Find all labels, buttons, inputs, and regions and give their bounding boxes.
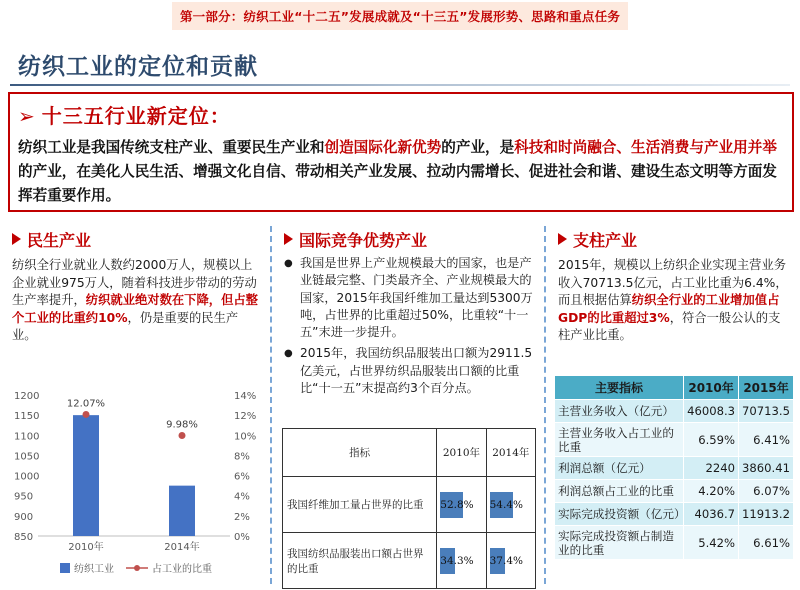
value-bar: 37.4% <box>490 548 506 574</box>
table-row <box>555 480 794 503</box>
competitive-heading <box>284 228 540 251</box>
table-cell: 46008.3 <box>684 400 739 423</box>
table-cell-bar <box>486 533 535 589</box>
table-header: 2014年 <box>486 429 535 477</box>
y-tick-label-right: 14% <box>234 391 257 402</box>
y-tick-label-left: 1050 <box>14 451 40 463</box>
table-header: 2010年 <box>437 429 486 477</box>
competitive-heading-text: 国际竞争优势产业 <box>299 231 428 250</box>
y-tick-label-right: 4% <box>234 491 250 503</box>
table-row <box>555 457 794 480</box>
data-label: 9.98% <box>166 419 198 431</box>
table-row <box>555 423 794 457</box>
triangle-bullet-icon <box>12 233 21 245</box>
pillar-text <box>558 257 792 345</box>
employment-chart <box>8 383 264 588</box>
y-tick-label-left: 850 <box>14 532 34 543</box>
column-divider-1 <box>270 226 272 584</box>
table-cell-bar <box>437 477 486 533</box>
page-title: 纺织工业的定位和贡献 <box>18 54 258 80</box>
value-bar: 34.3% <box>440 548 455 574</box>
pillar-section <box>558 228 792 345</box>
livelihood-text-1: 纺织全行业就业人数约2000万人，规模以上企业就业975万人，随着科技进步带动的劳动生产率提升， <box>12 258 257 307</box>
positioning-text-2: 的产业，是 <box>441 139 515 156</box>
pillar-highlight: 纺织全行业的工业增加值占GDP的比重超过3% <box>558 293 780 325</box>
table-cell: 6.59% <box>684 423 739 457</box>
table-cell: 3860.41 <box>739 457 794 480</box>
positioning-body <box>18 136 788 208</box>
y-tick-label-right: 10% <box>234 431 257 443</box>
y-tick-label-left: 1200 <box>14 391 40 402</box>
y-tick-label-left: 1150 <box>14 411 40 423</box>
competitive-bullets <box>284 255 540 397</box>
table-cell-label: 主营业务收入占工业的比重 <box>555 423 684 457</box>
positioning-heading-text: 十三五行业新定位： <box>41 104 231 128</box>
legend-label: 占工业的比重 <box>152 564 212 575</box>
positioning-text-3: 的产业，在美化人民生活、增强文化自信、带动相关产业发展、拉动内需增长、促进社会和谐、建设生态文明等方面发挥若重要作用。 <box>18 163 777 204</box>
table-cell: 5.42% <box>684 526 739 560</box>
table-cell-label: 实际完成投资额占制造业的比重 <box>555 526 684 560</box>
table-row <box>555 400 794 423</box>
y-tick-label-right: 12% <box>234 411 257 423</box>
y-tick-label-right: 0% <box>234 532 250 543</box>
table-header: 2010年 <box>684 376 739 400</box>
livelihood-heading-text: 民生产业 <box>27 231 92 250</box>
bar <box>73 415 99 536</box>
arrow-icon: ➢ <box>18 104 36 128</box>
table-cell-label: 我国纺织品服装出口额占世界的比重 <box>283 533 437 589</box>
triangle-bullet-icon <box>558 233 567 245</box>
table-header: 2015年 <box>739 376 794 400</box>
y-tick-label-right: 2% <box>234 511 250 523</box>
livelihood-highlight: 纺织就业绝对数在下降，但占整个工业的比重约10% <box>12 293 258 325</box>
y-tick-label-left: 1100 <box>14 431 40 443</box>
table-cell-bar <box>486 477 535 533</box>
data-label: 12.07% <box>66 398 106 410</box>
bullet-item: ● 2015年，我国纺织品服装出口额为2911.5亿美元，占世界纺织品服装出口额的比重比“十一五”末提高约3个百分点。 <box>284 345 540 397</box>
line-point <box>179 432 186 439</box>
positioning-text-1: 纺织工业是我国传统支柱产业、重要民生产业和 <box>18 139 325 156</box>
table-header: 主要指标 <box>555 376 684 400</box>
table-header-row <box>555 376 794 400</box>
table-cell: 2240 <box>684 457 739 480</box>
x-tick-label: 2014年 <box>164 542 200 553</box>
column-divider-2 <box>544 226 546 584</box>
legend-swatch-marker <box>134 565 140 571</box>
banner-text: 第一部分：纺织工业“十二五”发展成就及“十三五”发展形势、思路和重点任务 <box>172 2 628 30</box>
positioning-highlight-2: 科技和时尚融合、生活消费与产业用并举 <box>514 139 777 156</box>
title-underline <box>10 84 790 86</box>
y-tick-label-left: 900 <box>14 511 34 523</box>
livelihood-text-2: ，仍是重要的民生产业。 <box>12 310 239 342</box>
legend-label: 纺织工业 <box>74 564 114 575</box>
table-cell: 6.41% <box>739 423 794 457</box>
y-tick-label-right: 6% <box>234 471 250 483</box>
chart-svg <box>8 383 264 588</box>
main-indicators-table <box>554 375 794 560</box>
table-row <box>555 526 794 560</box>
table-cell-bar <box>437 533 486 589</box>
table-cell-label: 我国纤维加工量占世界的比重 <box>283 477 437 533</box>
table-cell: 70713.5 <box>739 400 794 423</box>
value-bar: 52.8% <box>440 492 462 518</box>
pillar-heading <box>558 228 792 251</box>
positioning-box <box>8 92 794 212</box>
value-bar: 54.4% <box>490 492 513 518</box>
table-cell: 4036.7 <box>684 503 739 526</box>
bullet-item: ● 我国是世界上产业规模最大的国家，也是产业链最完整、门类最齐全、产业规模最大的国家，2015年我国纤维加工量达到5300万吨，占世界的比重超过50%，比重较“十一五”末进一步提升。 <box>284 255 540 341</box>
table-row <box>283 477 536 533</box>
bar <box>169 486 195 536</box>
table-cell-label: 主营业务收入（亿元） <box>555 400 684 423</box>
competitive-section <box>284 228 540 401</box>
world-share-table <box>282 428 536 589</box>
pillar-text-1: 2015年，规模以上纺织企业实现主营业务收入70713.5亿元，占工业比重为6.4%，而且根据估算 <box>558 258 788 307</box>
line-point <box>83 411 90 418</box>
table-row <box>283 533 536 589</box>
top-banner <box>0 0 800 30</box>
y-tick-label-right: 8% <box>234 451 250 463</box>
table-cell-label: 利润总额占工业的比重 <box>555 480 684 503</box>
pillar-heading-text: 支柱产业 <box>573 231 638 250</box>
pillar-text-2: ，符合一般公认的支柱产业比重。 <box>558 310 781 342</box>
livelihood-section <box>12 228 262 345</box>
positioning-heading <box>18 100 231 129</box>
table-cell-label: 利润总额（亿元） <box>555 457 684 480</box>
table-cell: 11913.2 <box>739 503 794 526</box>
livelihood-text <box>12 257 262 345</box>
positioning-highlight-1: 创造国际化新优势 <box>324 139 442 156</box>
table-header: 指标 <box>283 429 437 477</box>
table-cell: 4.20% <box>684 480 739 503</box>
table-cell-label: 实际完成投资额（亿元） <box>555 503 684 526</box>
table-row <box>555 503 794 526</box>
x-tick-label: 2010年 <box>68 542 104 553</box>
triangle-bullet-icon <box>284 233 293 245</box>
table-cell: 6.61% <box>739 526 794 560</box>
livelihood-heading <box>12 228 262 251</box>
table-header-row <box>283 429 536 477</box>
legend-swatch-bar <box>60 563 70 573</box>
y-tick-label-left: 1000 <box>14 471 40 483</box>
table-cell: 6.07% <box>739 480 794 503</box>
y-tick-label-left: 950 <box>14 491 34 503</box>
